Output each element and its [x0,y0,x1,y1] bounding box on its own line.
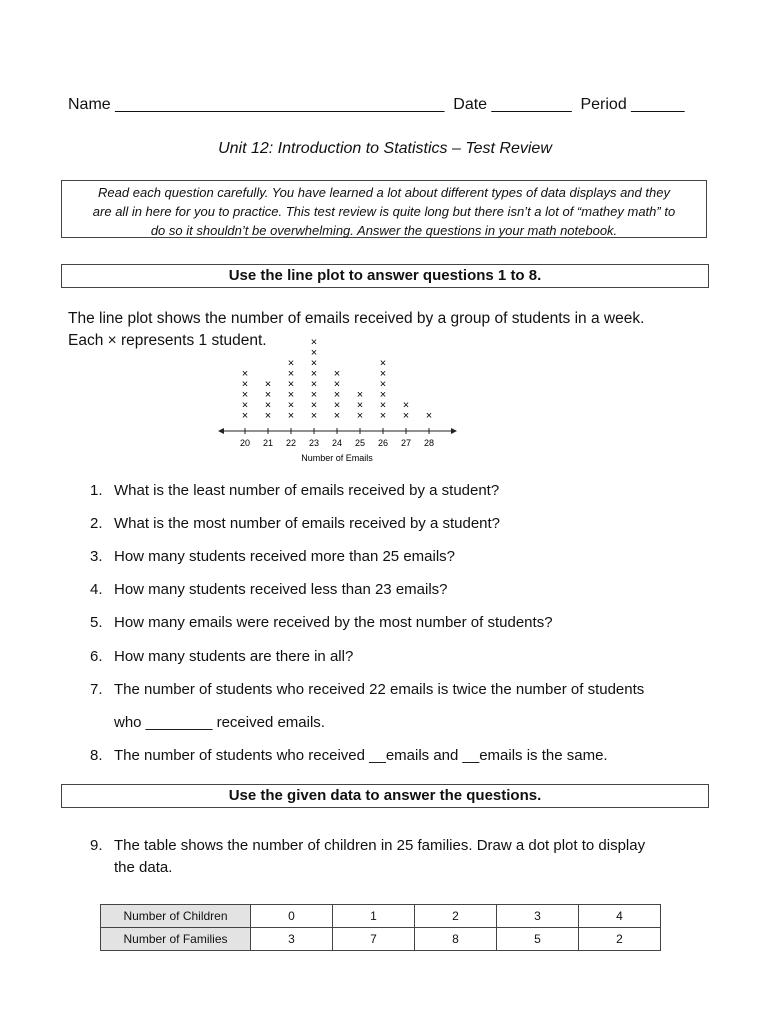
row-header: Number of Children [101,905,251,928]
plot-x-mark: × [333,399,341,412]
plot-x-mark: × [241,368,249,380]
table-cell: 5 [497,928,579,951]
plot-x-mark: × [333,378,341,391]
plot-x-mark: × [287,410,295,422]
plot-x-mark: × [356,389,364,401]
question-9-text [114,835,645,879]
table-cell: 7 [333,928,415,951]
intro-line-1: The line plot shows the number of emails received by a group of students in a week. [68,310,645,327]
plot-x-mark: × [402,410,410,422]
question-number: 6. [90,648,103,665]
tick-label: 20 [239,438,251,448]
table-cell: 4 [579,905,661,928]
plot-x-mark: × [310,389,318,401]
plot-x-mark: × [310,378,318,391]
plot-x-mark: × [310,368,318,380]
plot-x-mark: × [241,399,249,412]
question-text: What is the most number of emails received by a student? [114,515,501,532]
question-3 [90,548,455,565]
tick-label: 23 [308,438,320,448]
tick-label: 21 [262,438,274,448]
plot-x-mark: × [379,368,387,380]
question-2 [90,515,500,532]
tick-label: 27 [400,438,412,448]
question-6 [90,648,353,665]
question-7 [90,681,644,698]
question-9-line-1: The table shows the number of children in 25 families. Draw a dot plot to display [114,837,646,854]
question-number: 8. [90,747,103,764]
question-9-line-2: the data. [114,859,173,876]
number-line-axis [218,428,457,434]
question-text: What is the least number of emails received by a student? [114,482,500,499]
question-number: 5. [90,614,103,631]
intro-line-2: Each × represents 1 student. [68,332,267,349]
table-row [101,928,661,951]
plot-x-mark: × [402,399,410,412]
plot-x-mark: × [333,368,341,380]
plot-x-mark: × [264,378,272,391]
plot-x-mark: × [379,389,387,401]
table-cell: 2 [579,928,661,951]
instructions-line-2: are all in here for you to practice. This test review is quite long but there isn’t a lot of “mathey math” to [92,204,676,219]
plot-x-mark: × [241,378,249,391]
tick-label: 28 [423,438,435,448]
plot-marks [242,337,432,423]
table-cell: 0 [251,905,333,928]
question-number: 9. [90,837,103,854]
question-text: How many students are there in all? [114,648,354,665]
question-1 [90,482,499,499]
plot-x-mark: × [425,410,433,422]
plot-x-mark: × [310,336,318,349]
question-number: 2. [90,515,103,532]
question-text: How many emails were received by the most number of students? [114,614,553,631]
question-5 [90,614,553,631]
question-text: The number of students who received __emails and __emails is the same. [114,747,608,764]
table-cell: 8 [415,928,497,951]
question-number: 3. [90,548,103,565]
plot-x-mark: × [310,347,318,359]
plot-x-mark: × [333,389,341,401]
plot-x-mark: × [287,368,295,380]
name-date-period-line: Name _____________________________________ Date _________ Period ______ [68,96,685,113]
table-cell: 3 [251,928,333,951]
plot-x-mark: × [241,410,249,422]
table-cell: 2 [415,905,497,928]
plot-x-mark: × [379,410,387,422]
page-title: Unit 12: Introduction to Statistics – Test Review [218,140,552,157]
plot-x-mark: × [264,389,272,401]
plot-x-mark: × [379,399,387,412]
table-row [101,905,661,928]
table-cell: 1 [333,905,415,928]
right-arrow-icon [451,428,457,434]
question-8 [90,747,608,764]
emails-line-plot [210,330,470,470]
instructions-line-3: do so it shouldn’t be overwhelming. Answer the questions in your math notebook. [150,223,618,238]
section-heading-line-plot: Use the line plot to answer questions 1 to 8. [61,264,709,288]
tick-label: 24 [331,438,343,448]
question-4 [90,581,448,598]
plot-x-mark: × [356,410,364,422]
plot-x-mark: × [356,399,364,412]
plot-x-mark: × [264,399,272,412]
plot-x-mark: × [333,410,341,422]
tick-label: 22 [285,438,297,448]
plot-x-mark: × [287,357,295,370]
question-number: 1. [90,482,103,499]
tick-label: 26 [377,438,389,448]
plot-x-mark: × [310,357,318,370]
plot-x-mark: × [379,378,387,391]
x-axis-label: Number of Emails [301,453,373,463]
question-number: 7. [90,681,103,698]
plot-x-mark: × [287,378,295,391]
question-number: 4. [90,581,103,598]
row-header: Number of Families [101,928,251,951]
question-7-continued [90,714,325,731]
plot-x-mark: × [241,389,249,401]
section-heading-given-data: Use the given data to answer the questions. [61,784,709,808]
left-arrow-icon [218,428,224,434]
table-cell: 3 [497,905,579,928]
question-text: The number of students who received 22 emails is twice the number of students [114,681,645,698]
plot-x-mark: × [379,357,387,370]
instructions-box [61,180,707,238]
question-text: who ________ received emails. [114,714,325,731]
plot-x-mark: × [310,410,318,422]
children-families-table [100,904,661,951]
plot-tick-labels [240,438,434,448]
question-text: How many students received more than 25 emails? [114,548,456,565]
plot-x-mark: × [287,399,295,412]
plot-x-mark: × [264,410,272,422]
instructions-line-1: Read each question carefully. You have learned a lot about different types of data displays and they [98,185,670,200]
question-9 [90,835,645,879]
tick-label: 25 [354,438,366,448]
plot-x-mark: × [310,399,318,412]
question-text: How many students received less than 23 emails? [114,581,448,598]
plot-x-mark: × [287,389,295,401]
